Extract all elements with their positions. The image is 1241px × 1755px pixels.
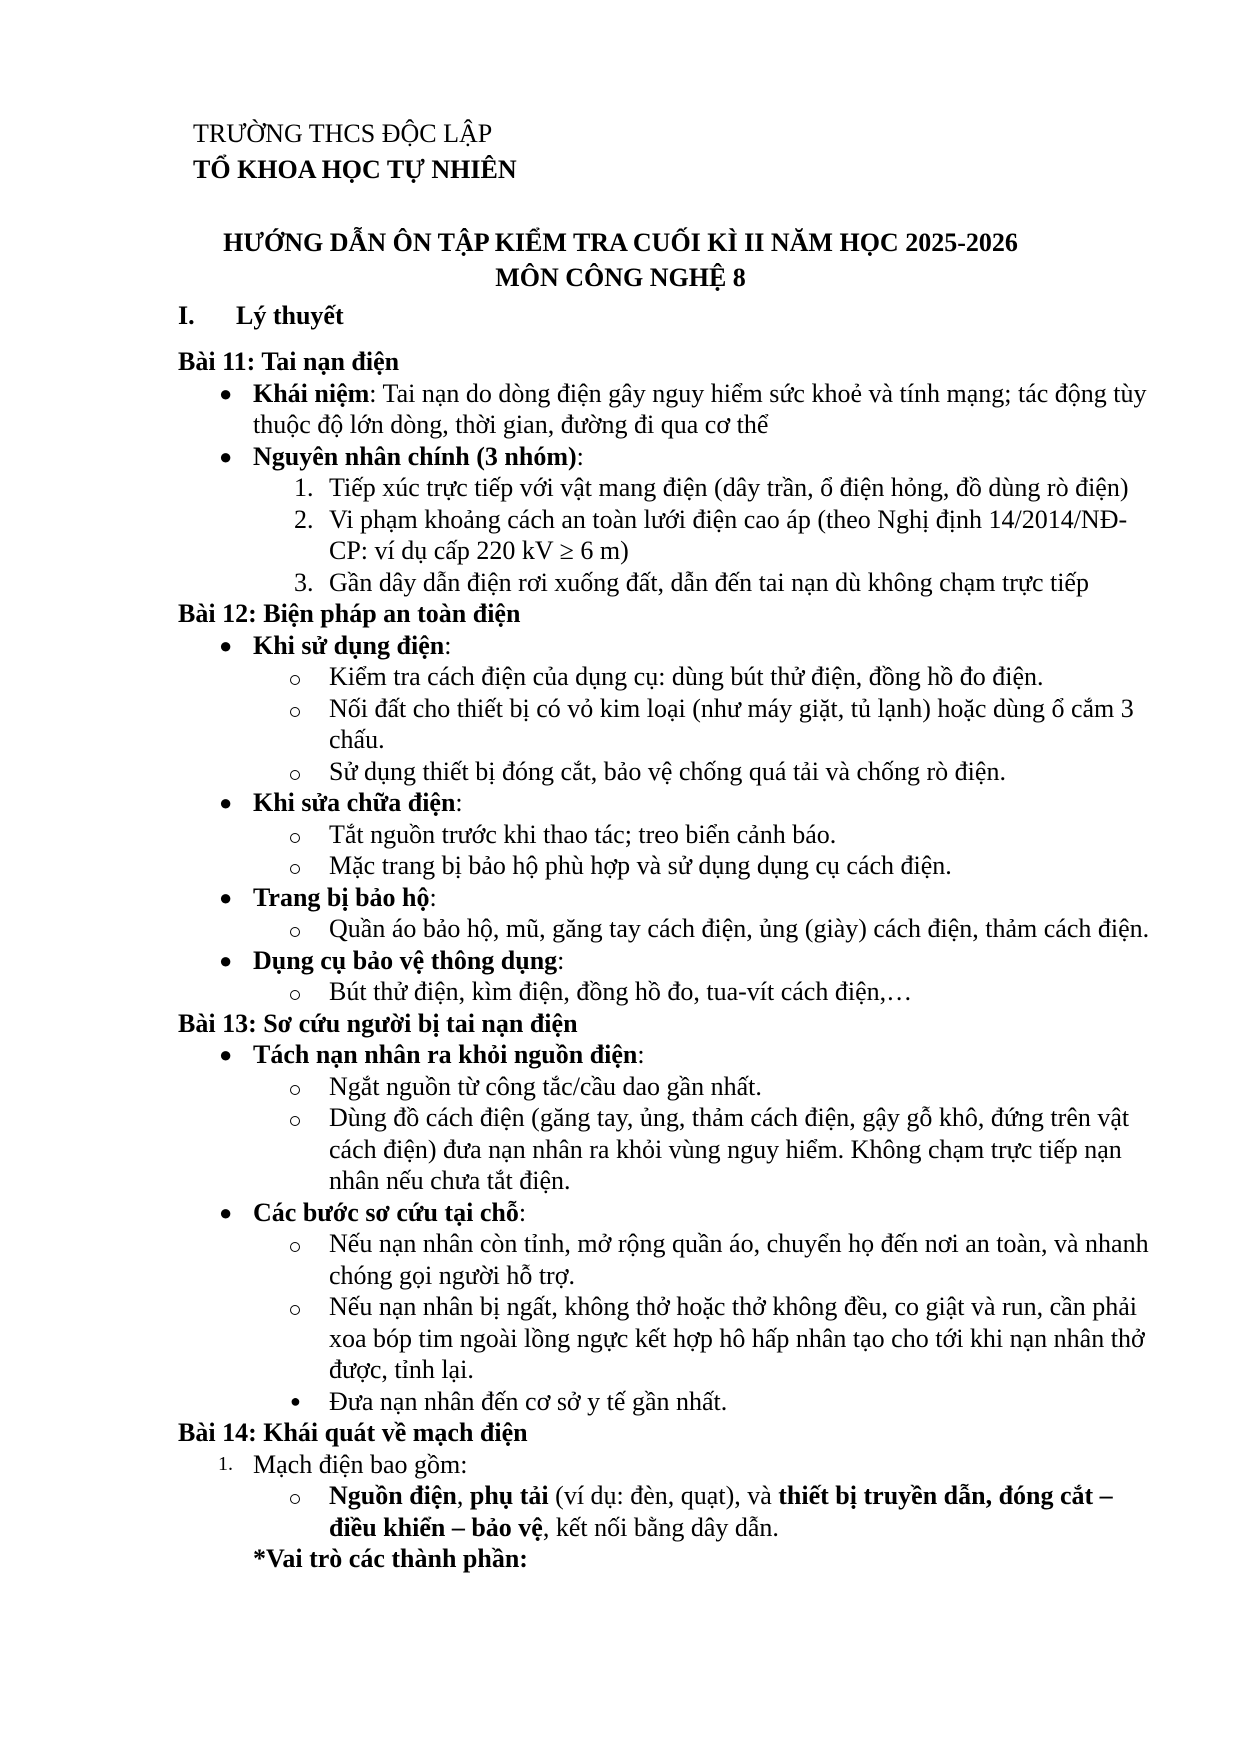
list-item xyxy=(178,472,1158,504)
circle-bullet-icon xyxy=(290,976,300,1008)
colon: : xyxy=(444,630,452,660)
list-item xyxy=(178,787,1158,819)
colon: : xyxy=(557,945,565,975)
circle-bullet-icon xyxy=(290,819,300,851)
bullet-icon: ● xyxy=(219,632,233,658)
circle-bullet-icon xyxy=(290,1291,300,1323)
list-item-text: Ngắt nguồn từ công tắc/cầu dao gần nhất. xyxy=(329,1071,762,1101)
list-item-text: Mạch điện bao gồm: xyxy=(253,1449,468,1479)
circle-bullet-icon xyxy=(290,1102,300,1134)
list-number: 1. xyxy=(294,473,314,502)
list-item xyxy=(178,1197,1158,1229)
list-item-text: Tắt nguồn trước khi thao tác; treo biển cảnh báo. xyxy=(329,819,837,849)
bullet-icon: ● xyxy=(219,380,233,406)
list-item-text: Nối đất cho thiết bị có vỏ kim loại (như máy giặt, tủ lạnh) hoặc dùng ổ cắm 3 chấu. xyxy=(329,693,1134,754)
section-heading xyxy=(178,298,344,334)
document-body xyxy=(178,346,1158,1575)
list-number: 1. xyxy=(218,1452,233,1475)
list-item xyxy=(178,882,1158,914)
bullet-icon: ● xyxy=(219,1199,233,1225)
bullet-icon: ● xyxy=(219,790,233,815)
circle-bullet-icon xyxy=(290,1228,300,1260)
list-item xyxy=(178,976,1158,1008)
document-title: HƯỚNG DẪN ÔN TẬP KIỂM TRA CUỐI KÌ II NĂM HỌC 2025-2026 xyxy=(223,228,1018,257)
bullet-icon: ● xyxy=(219,947,233,973)
section-title: Lý thuyết xyxy=(236,301,344,330)
list-number: 3. xyxy=(294,567,314,597)
list-item xyxy=(178,1071,1158,1103)
term-label: Trang bị bảo hộ xyxy=(253,882,430,912)
list-item xyxy=(178,945,1158,977)
term-label: Nguồn điện xyxy=(329,1481,457,1510)
colon: : xyxy=(455,788,463,817)
list-item xyxy=(178,913,1158,945)
bullet-icon: ● xyxy=(219,1042,233,1067)
list-item-text: Dùng đồ cách điện (găng tay, ủng, thảm cách điện, gậy gỗ khô, đứng trên vật cách điện) đưa nạn nhân ra khỏi vùng nguy hiểm. Không chạm trực tiếp nạn nhân nếu chưa tắt điện. xyxy=(329,1103,1130,1195)
term-label: Khi sử dụng điện xyxy=(253,630,445,660)
circle-bullet-icon xyxy=(290,850,300,882)
list-item-text: Mặc trang bị bảo hộ phù hợp và sử dụng dụng cụ cách điện. xyxy=(329,851,952,880)
document-subtitle: MÔN CÔNG NGHỆ 8 xyxy=(495,263,746,292)
term-label: Khái niệm xyxy=(253,378,370,408)
department-name: TỔ KHOA HỌC TỰ NHIÊN xyxy=(193,155,517,184)
list-item-text: Đưa nạn nhân đến cơ sở y tế gần nhất. xyxy=(329,1386,728,1416)
list-item-text: Vi phạm khoảng cách an toàn lưới điện cao áp (theo Nghị định 14/2014/NĐ-CP: ví dụ cấp 220 kV ≥ 6 m) xyxy=(329,504,1128,565)
roles-heading: *Vai trò các thành phần: xyxy=(253,1544,528,1573)
list-item-text: Nếu nạn nhân bị ngất, không thở hoặc thở không đều, co giật và run, cần phải xoa bóp tim ngoài lồng ngực kết hợp hô hấp nhân tạo cho tới khi nạn nhân thở được, tỉnh lại. xyxy=(329,1292,1145,1384)
list-item xyxy=(178,1039,1158,1071)
list-item-text: Sử dụng thiết bị đóng cắt, bảo vệ chống quá tải và chống rò điện. xyxy=(329,756,1006,786)
circle-bullet-icon xyxy=(290,1480,300,1512)
list-item xyxy=(178,1449,1158,1481)
school-name: TRƯỜNG THCS ĐỘC LẬP xyxy=(193,119,493,148)
list-item xyxy=(178,504,1158,567)
list-item-text: Gần dây dẫn điện rơi xuống đất, dẫn đến tai nạn dù không chạm trực tiếp xyxy=(329,567,1089,597)
list-item xyxy=(178,630,1158,662)
colon: : xyxy=(518,1197,527,1227)
colon: : xyxy=(429,882,437,912)
lesson-12-heading: Bài 12: Biện pháp an toàn điện xyxy=(178,599,521,628)
list-item xyxy=(178,850,1158,882)
text: , xyxy=(456,1481,470,1510)
list-item-text: Tiếp xúc trực tiếp với vật mang điện (dây trần, ổ điện hỏng, đồ dùng rò điện) xyxy=(329,473,1129,502)
colon: : xyxy=(576,441,584,471)
list-item-text: Kiểm tra cách điện của dụng cụ: dùng bút thử điện, đồng hồ đo điện. xyxy=(329,662,1044,691)
list-item-text: Nếu nạn nhân còn tỉnh, mở rộng quần áo, chuyển họ đến nơi an toàn, và nhanh chóng gọi người hỗ trợ. xyxy=(329,1229,1149,1290)
term-label: Nguyên nhân chính (3 nhóm) xyxy=(253,441,577,471)
term-label: Khi sửa chữa điện xyxy=(253,788,456,817)
list-item xyxy=(178,661,1158,693)
list-item xyxy=(178,567,1158,599)
list-item xyxy=(178,1386,1158,1418)
list-item xyxy=(178,1480,1158,1543)
text: , kết nối bằng dây dẫn. xyxy=(542,1512,779,1542)
term-label: phụ tải xyxy=(469,1481,549,1510)
term-label: Các bước sơ cứu tại chỗ xyxy=(253,1197,519,1227)
list-number: 2. xyxy=(294,504,314,534)
circle-bullet-icon xyxy=(290,661,300,693)
bullet-icon: ● xyxy=(290,1390,301,1411)
text: (ví dụ: đèn, quạt), và xyxy=(548,1481,779,1510)
lesson-14-heading: Bài 14: Khái quát về mạch điện xyxy=(178,1418,528,1447)
section-number: I. xyxy=(178,301,195,330)
bullet-icon: ● xyxy=(219,443,233,469)
term-text: : Tai nạn do dòng điện gây nguy hiểm sức khoẻ và tính mạng; tác động tùy thuộc độ lớn dòng, thời gian, đường đi qua cơ thể xyxy=(253,378,1147,439)
list-item xyxy=(178,441,1158,473)
list-item xyxy=(178,1228,1158,1291)
list-item xyxy=(178,1291,1158,1386)
lesson-11-heading: Bài 11: Tai nạn điện xyxy=(178,347,400,376)
list-item xyxy=(178,693,1158,756)
list-item xyxy=(178,819,1158,851)
list-item xyxy=(178,756,1158,788)
circle-bullet-icon xyxy=(290,693,300,725)
term-label: Tách nạn nhân ra khỏi nguồn điện xyxy=(253,1040,638,1069)
circle-bullet-icon xyxy=(290,1071,300,1103)
list-item-text: Bút thử điện, kìm điện, đồng hồ đo, tua-vít cách điện,… xyxy=(329,977,913,1006)
list-item-text: Quần áo bảo hộ, mũ, găng tay cách điện, ủng (giày) cách điện, thảm cách điện. xyxy=(329,914,1150,943)
colon: : xyxy=(637,1040,645,1069)
list-item xyxy=(178,378,1158,441)
bullet-icon: ● xyxy=(219,884,233,910)
list-item xyxy=(178,1102,1158,1197)
circle-bullet-icon xyxy=(290,913,300,945)
circle-bullet-icon xyxy=(290,756,300,788)
lesson-13-heading: Bài 13: Sơ cứu người bị tai nạn điện xyxy=(178,1008,578,1038)
term-label: thiết bị truyền dẫn, đóng cắt – điều khiển – bảo vệ xyxy=(329,1481,1113,1542)
term-label: Dụng cụ bảo vệ thông dụng xyxy=(253,945,558,975)
